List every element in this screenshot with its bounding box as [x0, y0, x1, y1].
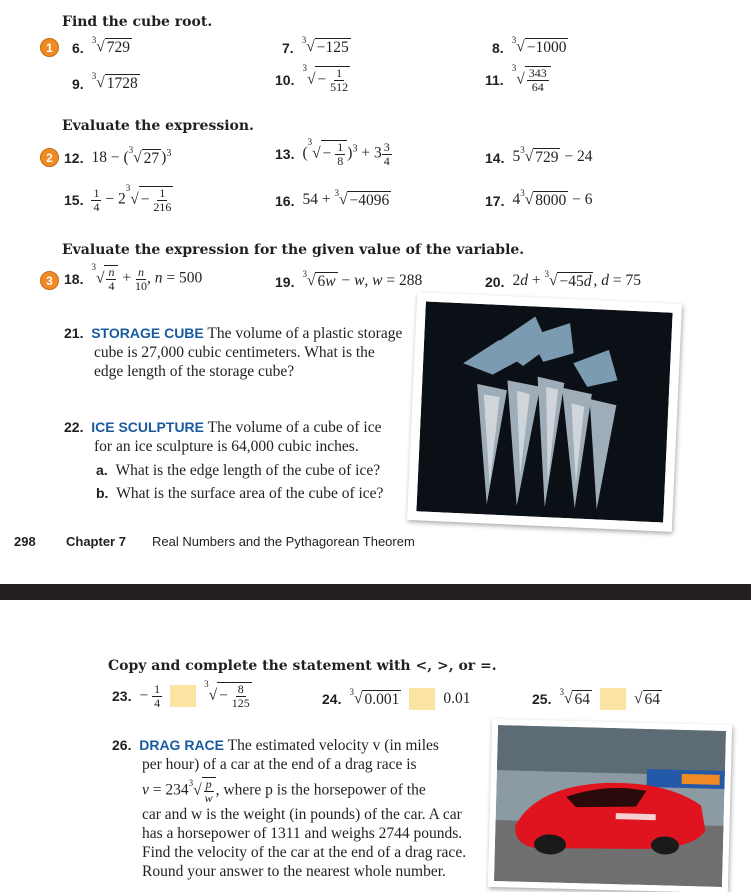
- section-heading-evaluate-expression: Evaluate the expression.: [62, 118, 254, 134]
- page-divider: [0, 584, 751, 600]
- answer-blank-24[interactable]: [409, 688, 435, 710]
- answer-blank-23[interactable]: [170, 685, 196, 707]
- keyword-ice-sculpture: ICE SCULPTURE: [91, 419, 205, 435]
- footer-chapter: Chapter 7: [66, 534, 126, 549]
- footer-title: Real Numbers and the Pythagorean Theorem: [152, 534, 415, 549]
- problem-21: 21. STORAGE CUBE The volume of a plastic storage cube is 27,000 cubic centimeters. What is the edge length of the storage cube?: [64, 325, 403, 380]
- ice-sculpture-image: [416, 302, 672, 523]
- problem-15: 15. $\frac{1}{4}$ − $2^3√$ − $\frac{1}{216}$: [64, 183, 172, 214]
- problem-22a: a. What is the edge length of the cube of ice?: [96, 462, 381, 479]
- badge-2: 2: [40, 148, 59, 167]
- problem-14: 14. $5^3√$ 729 − 24: [485, 145, 593, 166]
- problem-7: 7. $^3$√ −125: [282, 35, 349, 56]
- problem-24: 24. $^3$√ 0.001 0.01: [322, 688, 470, 710]
- problem-23: 23. − $\frac{1}{4}$ $^3$√ − $\frac{8}{125}$: [112, 679, 250, 710]
- problem-9: 9. $^3$√ 1728: [72, 71, 138, 92]
- drag-race-photo: [488, 719, 732, 892]
- problem-13: 13. ($^3$√ − $\frac{1}{8}$ )$^3$ + 3 $\frac{3}{4}$: [275, 137, 390, 168]
- badge-1: 1: [40, 38, 59, 57]
- problem-16: 16. 54 + $^3$√ −4096: [275, 188, 390, 209]
- drag-race-image: [494, 725, 726, 887]
- problem-18: 18. $^3$√ $\frac{n}{4}$ + $\frac{n}{10}$ , n = 500: [64, 262, 203, 293]
- keyword-drag-race: DRAG RACE: [139, 737, 224, 753]
- section-heading-copy-complete: Copy and complete the statement with <, >, or =.: [108, 658, 497, 674]
- problem-22: 22. ICE SCULPTURE The volume of a cube of ice for an ice sculpture is 64,000 cubic inches. a. What is the edge length of the cube of ice? b. What is the surface area of the cube of ice?: [64, 418, 409, 503]
- problem-12: 12. 18 − ($^3$√ 27 )$^3$: [64, 145, 172, 168]
- page-number: 298: [14, 534, 36, 549]
- problem-26: 26. DRAG RACE The estimated velocity v (in miles per hour) of a car at the end of a drag race is $v = 234^3√$ $\frac{p}{w}$ , where p is the horsepower of the car and w is the weight (in pounds) of the car. A car has a horsepower of 1311 and weighs 2744 pounds. Find the velocity of the car at the end of a drag race. Round your answer to the nearest whole number.: [112, 736, 482, 881]
- problem-11: 11. $^3$√ $\frac{343}{64}$: [485, 66, 551, 94]
- drag-race-formula: $v = 234^3√$ $\frac{p}{w}$ , where p is the horsepower of the: [142, 777, 426, 805]
- problem-20: 20. 2d + $^3$√ −45d , d = 75: [485, 269, 641, 290]
- ice-sculpture-photo: [407, 292, 682, 532]
- section-heading-find-cube-root: Find the cube root.: [62, 14, 213, 30]
- problem-8: 8. $^3$√ −1000: [492, 35, 567, 56]
- problem-25: 25. $^3$√ 64 √ 64: [532, 688, 662, 710]
- problem-10: 10. $^3$√ − $\frac{1}{512}$: [275, 63, 349, 94]
- expr-6: $^3$√ 729: [91, 35, 130, 56]
- problem-17: 17. $4^3√$ 8000 − 6: [485, 188, 593, 209]
- answer-blank-25[interactable]: [600, 688, 626, 710]
- badge-3: 3: [40, 271, 59, 290]
- section-heading-evaluate-variable: Evaluate the expression for the given value of the variable.: [62, 242, 525, 258]
- problem-19: 19. $^3$√ 6w − w, w = 288: [275, 269, 423, 290]
- problem-22b: b. What is the surface area of the cube of ice?: [96, 485, 384, 502]
- keyword-storage-cube: STORAGE CUBE: [91, 325, 204, 341]
- problem-6: 6. $^3$√ 729: [72, 35, 130, 56]
